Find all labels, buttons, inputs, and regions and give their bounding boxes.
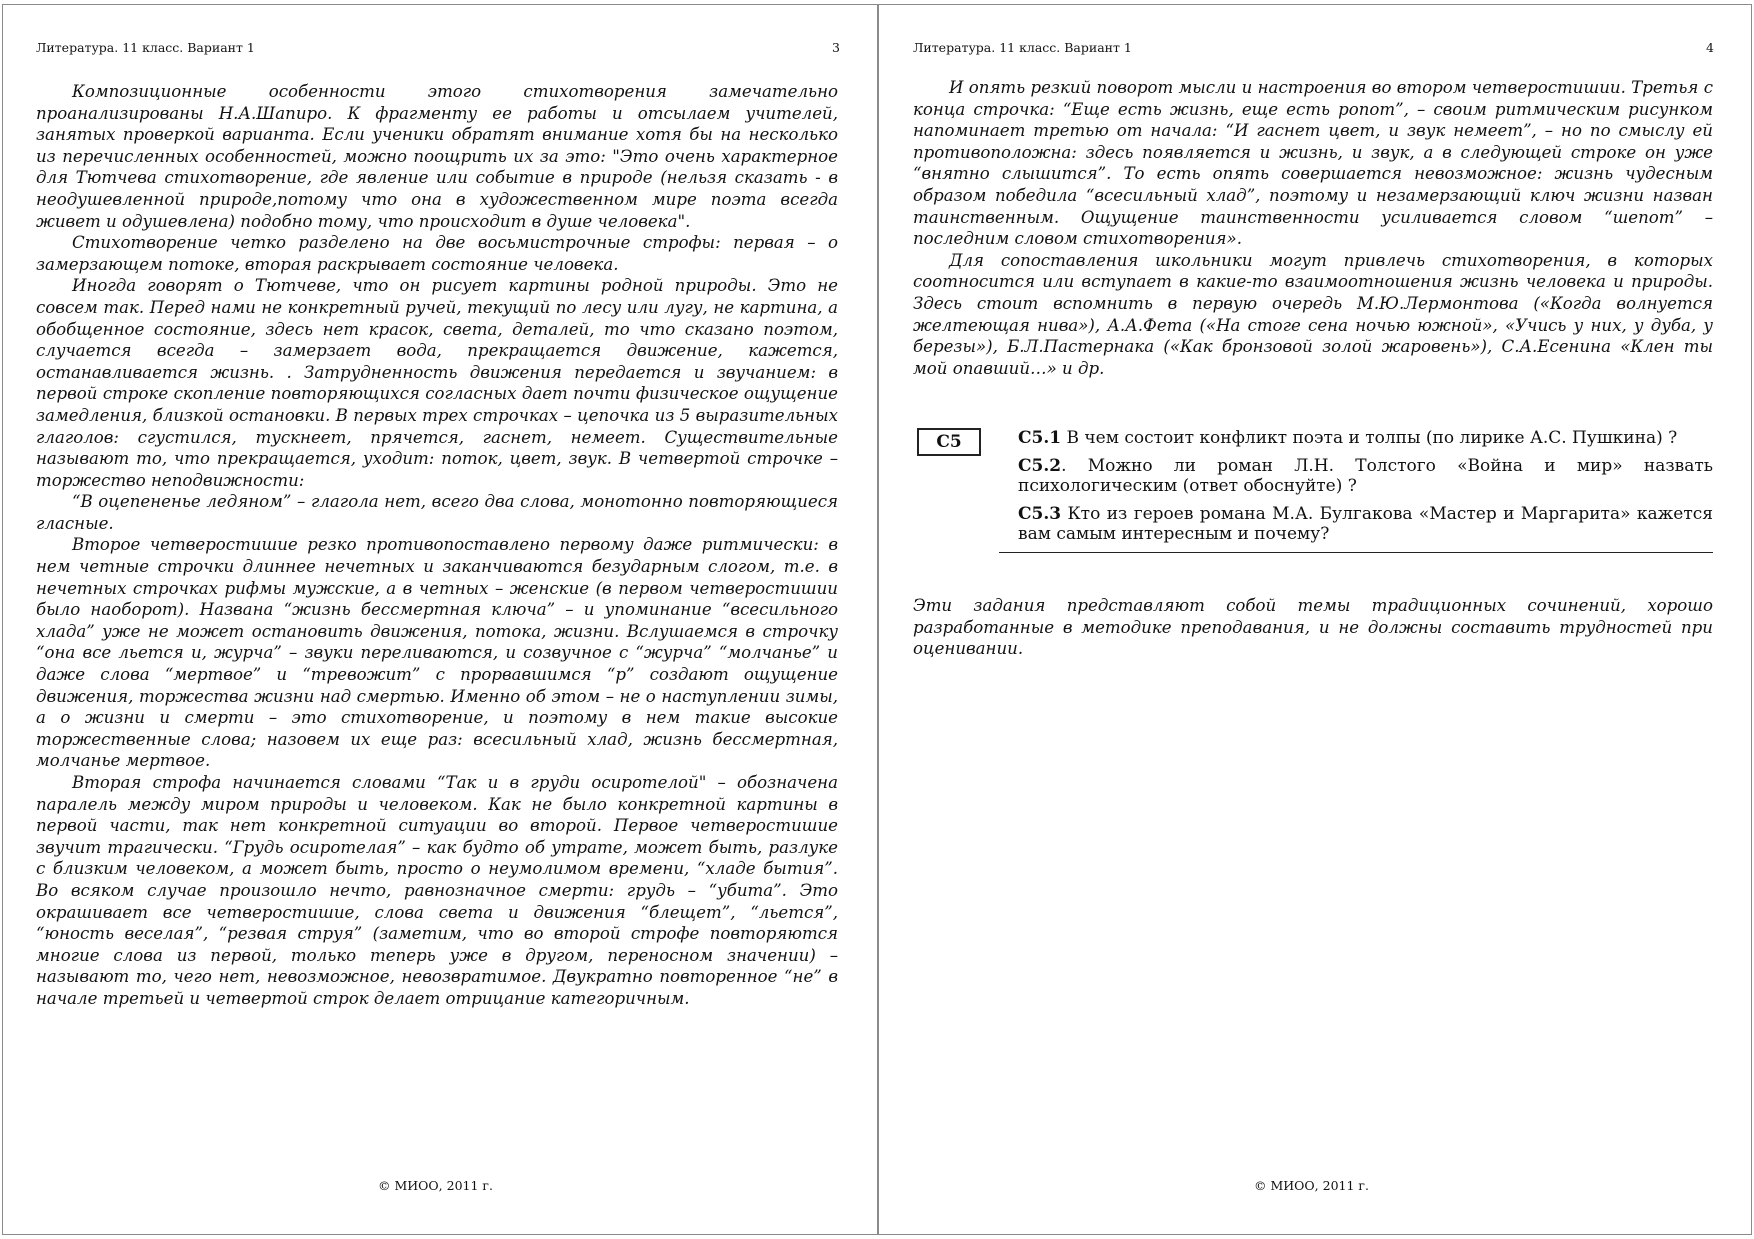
paragraph: Для сопоставления школьники могут привлечь стихотворения, в которых соотносится или вступает в какие-то взаимоотношения жизнь человека и природы. Здесь стоит вспомнить в первую очередь М.Ю.Лермонтова («Когда волнуется желтеющая нива»), А.А.Фета («На стоге сена ночью южной», «Учись у них, у дуба, у березы»), Б.Л.Пастернака («Как бронзовой золой жаровень»), С.А.Есенина «Клен ты мой опавший…» и др.	[913, 250, 1713, 378]
task-text: Кто из героев романа М.А. Булгакова «Мастер и Маргарита» кажется вам самым интересным и почему?	[1018, 504, 1713, 544]
paragraph: Второе четверостишие резко противопоставлено первому даже ритмически: в нем четные строчки длиннее нечетных и заканчиваются безударным слогом, т.е. в нечетных строчках рифмы мужские, а в четных – женские (в первом четверостишии было наоборот). Названа “жизнь бессмертная ключа” – и упоминание “всесильного хлада” уже не может остановить движения, потока, жизни. Вслушаемся в строчку “она все льется и, журча” – звуки переливаются, и созвучное с “журча” “молчанье” и даже слова “мертвое” и “тревожит” с прорвавшимся “р” создают ощущение движения, торжества жизни над смертью. Именно об этом – не о наступлении зимы, а о жизни и смерти – это стихотворение, и поэтому в нем такие высокие торжественные слова; назовем их еще раз: всесильный хлад, жизнь бессмертная, молчанье мертвое.	[36, 535, 838, 771]
assessment-note: Эти задания представляют собой темы традиционных сочинений, хорошо разработанные в методике преподавания, и не должны составить трудностей при оценивании.	[913, 596, 1713, 659]
divider-line	[999, 552, 1713, 553]
commentary-text	[913, 77, 1713, 379]
paragraph: Иногда говорят о Тютчеве, что он рисует картины родной природы. Это не совсем так. Перед нами не конкретный ручей, текущий по лесу или лугу, не картина, а обобщенное состояние, здесь нет красок, света, деталей, то что сказано поэтом, случается всегда – замерзает вода, прекращается движение, кажется, останавливается жизнь. . Затрудненность движения передается и звучанием: в первой строке скопление повторяющихся согласных дает почти физическое ощущение замедления, близкой остановки. В первых трех строчках – цепочка из 5 выразительных глаголов: сгустился, тускнеет, прячется, гаснет, немеет. Существительные называют то, что прекращается, уходит: поток, цвет, звук. В четвертой строчке – торжество неподвижности:	[36, 276, 838, 490]
task-badge: С5	[917, 428, 981, 456]
paragraph: Композиционные особенности этого стихотворения замечательно проанализированы Н.А.Шапиро. К фрагменту ее работы и отсылаем учителей, занятых проверкой варианта. Если ученики обратят внимание хотя бы на несколько из перечисленных особенностей, можно поощрить их за это: "Это очень характерное для Тютчева стихотворение, где явление или событие в природе (нельзя сказать - в неодушевленной природе,потому что она в художественном мире поэта всегда живет и одушевлена) подобно тому, что происходит в душе человека".	[36, 82, 838, 231]
task-list	[1018, 428, 1713, 544]
paragraph: Вторая строфа начинается словами “Так и в груди осиротелой" – обозначена паралель между миром природы и человеком. Как не было конкретной картины в первой части, так нет конкретной ситуации во второй. Первое четверостишие звучит трагически. “Грудь осиротелая” – как будто об утрате, может быть, разлуке с близким человеком, а может быть, просто о неумолимом времени, “хладе бытия”. Во всяком случае произошло нечто, равнозначное смерти: грудь – “убита”. Это окрашивает все четверостишие, слова света и движения “блещет”, “льется”, “юность веселая”, “резвая струя” (заметим, что во второй строфе повторяются многие слова из первой, только теперь уже в другом, переносном значении) – называют то, чего нет, невозможное, невозвратимое. Двукратно повторенное “не” в начале третьей и четвертой строк делает отрицание категоричным.	[36, 773, 838, 1008]
paragraph: “В оцепененье ледяном” – глагола нет, всего два слова, монотонно повторяющиеся гласные.	[36, 492, 838, 533]
paragraph: Стихотворение четко разделено на две восьмистрочные строфы: первая – о замерзающем потоке, вторая раскрывает состояние человека.	[36, 233, 838, 274]
task-item	[1018, 428, 1713, 448]
task-text: В чем состоит конфликт поэта и толпы (по лирике А.С. Пушкина) ?	[1061, 428, 1678, 448]
page-footer: © МИОО, 2011 г.	[1254, 1178, 1369, 1193]
task-item	[1018, 456, 1713, 496]
paragraph: И опять резкий поворот мысли и настроения во втором четверостишии. Третья с конца строчка: “Еще есть жизнь, еще есть ропот”, – своим ритмическим рисунком напоминает третью от начала: “И гаснет цвет, и звук немеет”, – но по смыслу ей противоположна: здесь появляется и жизнь, и звук, а в следующей строке он уже “внятно слышится”. То есть опять совершается невозможное: жизнь чудесным образом победила “всесильный хлад”, поэтому и незамерзающий ключ жизни назван таинственным. Ощущение таинственности усиливается словом “шепот” – последним словом стихотворения».	[913, 78, 1713, 249]
task-id: С5.2	[1018, 456, 1062, 476]
task-text: . Можно ли роман Л.Н. Толстого «Война и мир» назвать психологическим (ответ обоснуйте) ?	[1018, 456, 1713, 496]
running-head: Литература. 11 класс. Вариант 1	[36, 40, 255, 55]
page-number: 3	[832, 40, 840, 55]
task-id: С5.1	[1018, 428, 1062, 448]
page-footer: © МИОО, 2011 г.	[378, 1178, 493, 1193]
task-c5-block	[913, 428, 1713, 553]
task-id: С5.3	[1018, 504, 1062, 524]
page-4	[877, 0, 1754, 1239]
running-head: Литература. 11 класс. Вариант 1	[913, 40, 1132, 55]
task-item	[1018, 504, 1713, 544]
page-number: 4	[1706, 40, 1714, 55]
commentary-text	[36, 81, 838, 1010]
